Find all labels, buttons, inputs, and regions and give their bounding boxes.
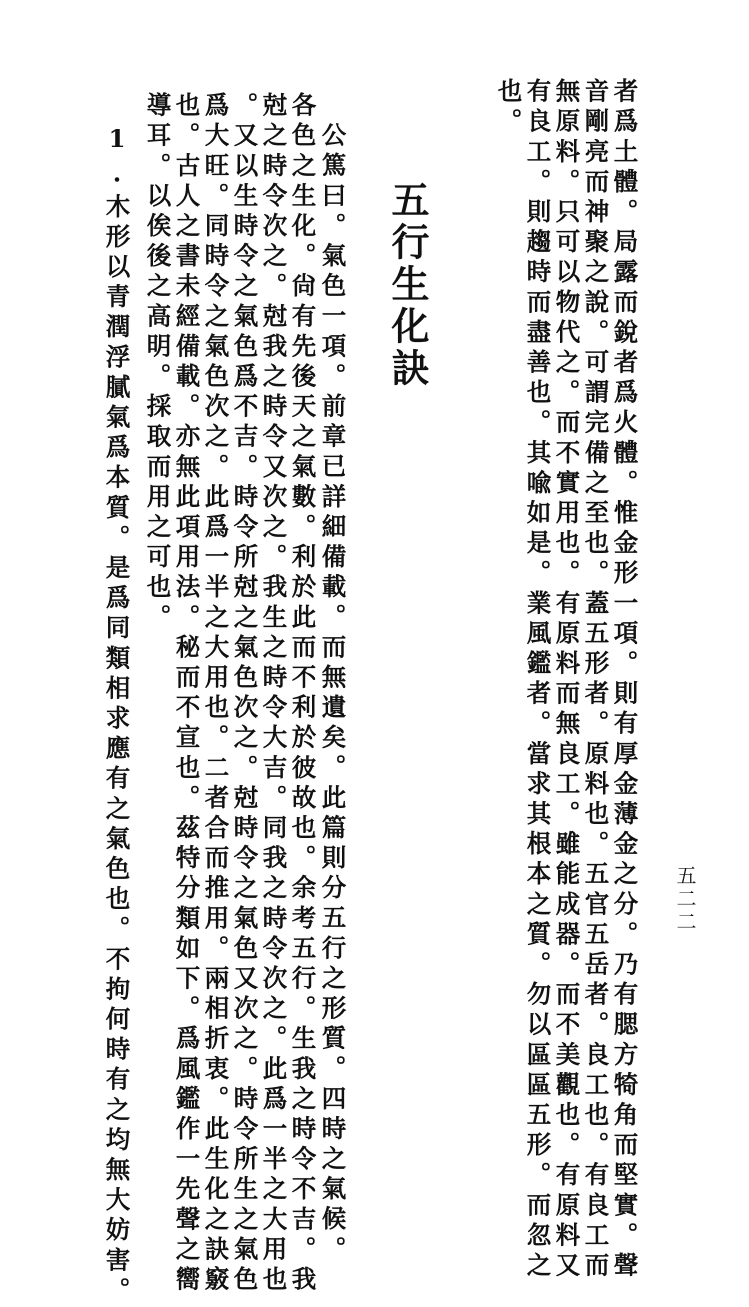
text-column-10: 爲大旺。同時令之氣色次之。此爲一半之大用也。二者合而推用。兩相折衷。此生化之訣竅 (201, 92, 231, 1296)
text-column-6: 公篤曰。氣色一項。前章已詳細備載。而無遺矣。此篇則分五行之形質。四時之氣候。 (318, 122, 348, 1266)
text-column-2: 音剛亮而神聚之說。可謂完備之至也。蓋五形者。原料也。五官五岳者。良工也。有良工而 (581, 78, 611, 1282)
text-column-3: 無原料。只可以物代之。而不實用也。有原料而無良工。雖能成器。而不美觀也。有原料又 (552, 78, 582, 1282)
text-column-9: 。又以生時令之氣色爲不吉。時令所尅之氣色次之。尅時令之氣色又次之。時令所生之氣色 (230, 92, 260, 1296)
text-column-13: 1.木形以青潤浮膩氣爲本質。是爲同類相求應有之氣色也。不拘何時有之均無大妨害。 (102, 124, 132, 1307)
section-title: 五行生化訣 (385, 180, 430, 390)
text-column-1: 者爲土體。局露而銳者爲火體。惟金形一項。則有厚金薄金之分。乃有腮方犄角而堅實。聲 (610, 78, 640, 1282)
text-column-7: 各色之生化。尙有先後天之氣數。利於此而不利於彼故也。余考五行。生我之時令不吉。我 (288, 92, 318, 1296)
page-number: 五二二 (673, 865, 697, 934)
text-column-11: 也。古人之書未經備載。亦無此項用法。秘而不宣也。茲特分類如下。爲風鑑作一先聲之嚮 (172, 92, 202, 1296)
text-column-12: 導耳。以俟後之高明。採取而用之可也。 (143, 92, 173, 634)
text-column-4: 有良工。則趨時而盡善也。其喩如是。業風鑑者。當求其根本之質。勿以區區五形。而忽之 (523, 78, 553, 1282)
text-column-8: 尅之時令次之。尅我之時令又次之。我生之時令大吉。同我之時令次之。此爲一半之大用也 (259, 92, 289, 1296)
text-column-5: 也。 (494, 78, 524, 139)
